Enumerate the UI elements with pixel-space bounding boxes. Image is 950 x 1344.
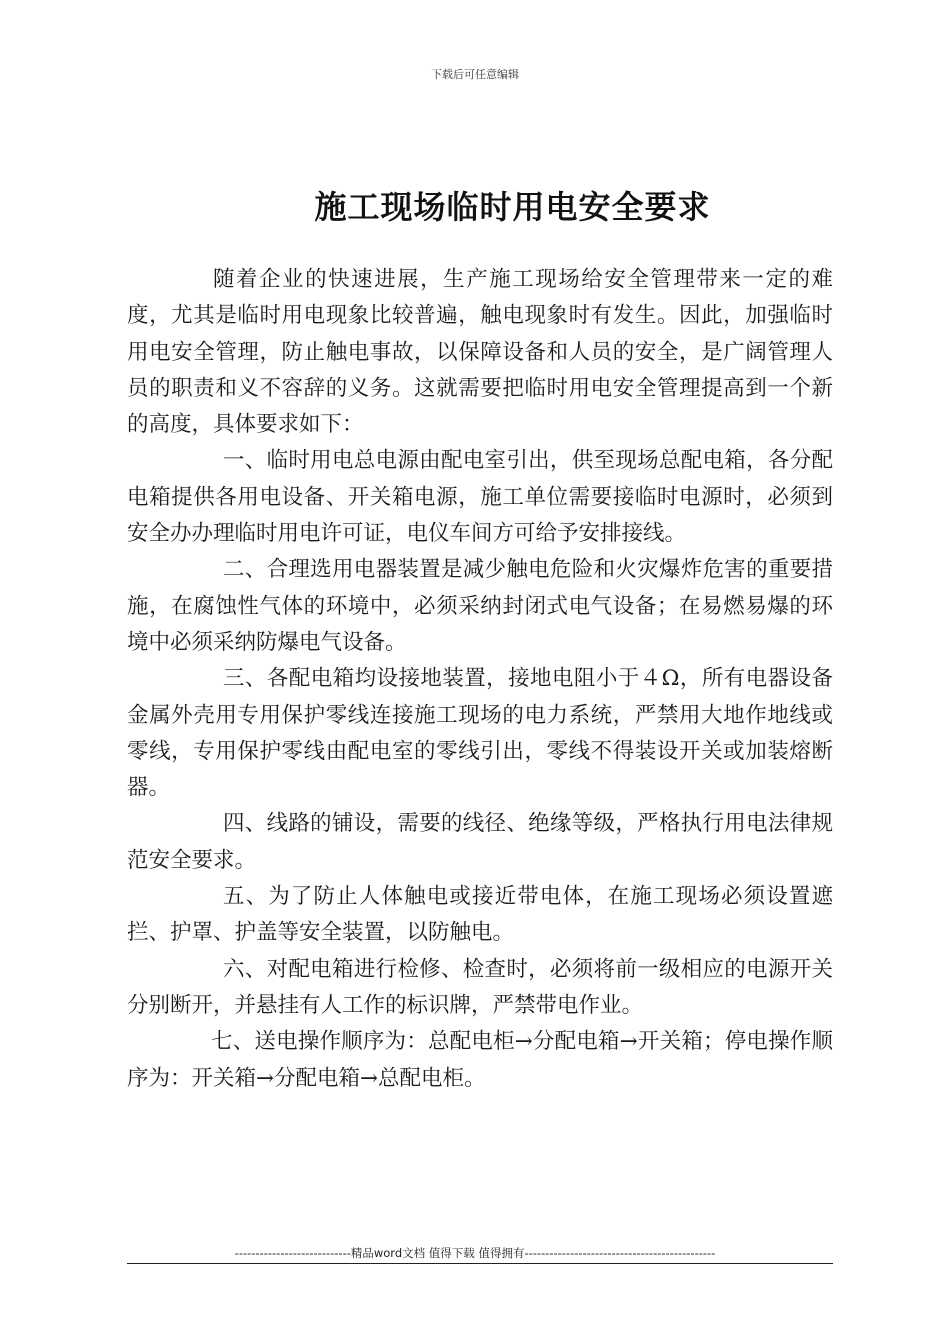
intro-paragraph: 随着企业的快速进展，生产施工现场给安全管理带来一定的难度，尤其是临时用电现象比较普遍，触电现象时有发生。因此，加强临时用电安全管理，防止触电事故，以保障设备和人员的安全，是广阔管理人员的职责和义不容辞的义务。这就需要把临时用电安全管理提高到一个新的高度，具体要求如下： [127, 267, 833, 438]
item-paragraph-5: 五、为了防止人体触电或接近带电体，在施工现场必须设置遮拦、护罩、护盖等安全装置，以防触电。 [127, 884, 833, 946]
item-paragraph-2: 二、合理选用电器装置是减少触电危险和火灾爆炸危害的重要措施，在腐蚀性气体的环境中，必须采纳封闭式电气设备；在易燃易爆的环境中必须采纳防爆电气设备。 [127, 557, 833, 655]
header-note: 下载后可任意编辑 [431, 68, 519, 81]
document-title: 施工现场临时用电安全要求 [314, 188, 711, 226]
footer-note: ----------------------------精品word文档 值得下载 值得拥有---------------------------------------------- [234, 1246, 716, 1260]
item-paragraph-3: 三、各配电箱均设接地装置，接地电阻小于４Ω，所有电器设备金属外壳用专用保护零线连接施工现场的电力系统，严禁用大地作地线或零线，专用保护零线由配电室的零线引出，零线不得装设开关或加装熔断器。 [127, 666, 833, 801]
item-paragraph-4: 四、线路的铺设，需要的线径、绝缘等级，严格执行用电法律规范安全要求。 [127, 811, 833, 873]
item-paragraph-7: 七、送电操作顺序为：总配电柜→分配电箱→开关箱；停电操作顺序为：开关箱→分配电箱→总配电柜。 [127, 1029, 833, 1091]
document-body [127, 262, 833, 1097]
footer-divider [127, 1263, 833, 1264]
item-paragraph-1: 一、临时用电总电源由配电室引出，供至现场总配电箱，各分配电箱提供各用电设备、开关箱电源，施工单位需要接临时电源时，必须到安全办办理临时用电许可证，电仪车间方可给予安排接线。 [127, 448, 833, 547]
item-paragraph-6: 六、对配电箱进行检修、检查时，必须将前一级相应的电源开关分别断开，并悬挂有人工作的标识牌，严禁带电作业。 [127, 956, 833, 1018]
